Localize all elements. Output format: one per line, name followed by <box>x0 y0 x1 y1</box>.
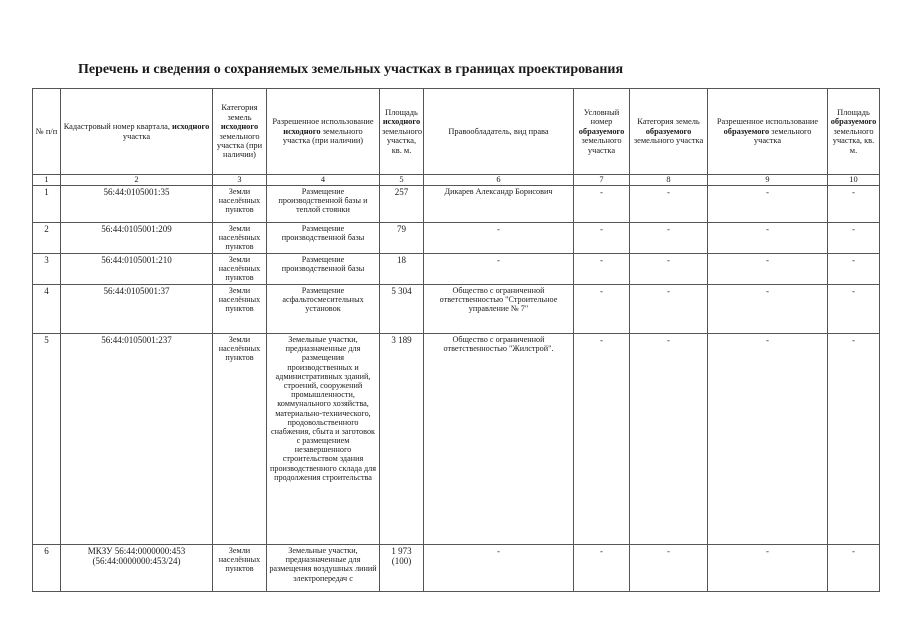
row-index: 4 <box>33 285 61 334</box>
land-category: Земли населённых пунктов <box>213 545 267 592</box>
column-number: 6 <box>424 175 574 186</box>
table-row <box>33 254 880 285</box>
document-title: Перечень и сведения о сохраняемых земельных участках в границах проектирования <box>78 62 624 77</box>
permitted-use: Земельные участки, предназначенные для размещения воздушных линий электропередач с <box>267 545 380 592</box>
plot-area: 3 189 <box>380 334 424 545</box>
new-plot-area: - <box>828 334 880 545</box>
land-category: Земли населённых пунктов <box>213 186 267 223</box>
permitted-use: Размещение асфальтосмесительных установок <box>267 285 380 334</box>
new-plot-number: - <box>574 545 630 592</box>
plot-area: 79 <box>380 223 424 254</box>
row-index: 3 <box>33 254 61 285</box>
new-plot-area: - <box>828 186 880 223</box>
header-cadastral: Кадастровый номер квартала, исходного участка <box>61 89 213 175</box>
new-plot-category: - <box>630 285 708 334</box>
column-number: 3 <box>213 175 267 186</box>
permitted-use: Размещение производственной базы и теплой стоянки <box>267 186 380 223</box>
new-plot-use: - <box>708 545 828 592</box>
new-plot-use: - <box>708 254 828 285</box>
owner: - <box>424 254 574 285</box>
new-plot-use: - <box>708 285 828 334</box>
land-category: Земли населённых пунктов <box>213 285 267 334</box>
permitted-use: Размещение производственной базы <box>267 223 380 254</box>
owner: - <box>424 223 574 254</box>
land-category: Земли населённых пунктов <box>213 254 267 285</box>
new-plot-area: - <box>828 254 880 285</box>
column-number: 10 <box>828 175 880 186</box>
header-category-new: Категория земель образуемого земельного участка <box>630 89 708 175</box>
column-number: 1 <box>33 175 61 186</box>
new-plot-number: - <box>574 285 630 334</box>
permitted-use: Размещение производственной базы <box>267 254 380 285</box>
owner: - <box>424 545 574 592</box>
column-number: 8 <box>630 175 708 186</box>
row-index: 6 <box>33 545 61 592</box>
row-index: 5 <box>33 334 61 545</box>
new-plot-category: - <box>630 223 708 254</box>
new-plot-area: - <box>828 545 880 592</box>
cadastral-number: 56:44:0105001:37 <box>61 285 213 334</box>
new-plot-number: - <box>574 334 630 545</box>
new-plot-area: - <box>828 285 880 334</box>
plot-area: 1 973 (100) <box>380 545 424 592</box>
new-plot-category: - <box>630 254 708 285</box>
table-row <box>33 186 880 223</box>
row-index: 1 <box>33 186 61 223</box>
new-plot-category: - <box>630 186 708 223</box>
new-plot-use: - <box>708 334 828 545</box>
header-number-new: Условный номер образуемого земельного участка <box>574 89 630 175</box>
header-use-source: Разрешенное использование исходного земельного участка (при наличии) <box>267 89 380 175</box>
header-owner: Правообладатель, вид права <box>424 89 574 175</box>
header-use-new: Разрешенное использование образуемого земельного участка <box>708 89 828 175</box>
owner: Общество с ограниченной ответственностью "Строительное управление № 7" <box>424 285 574 334</box>
new-plot-number: - <box>574 223 630 254</box>
header-index: № п/п <box>33 89 61 175</box>
column-number: 5 <box>380 175 424 186</box>
permitted-use: Земельные участки, предназначенные для размещения производственных и административных зданий, строений, сооружений промышленности, коммунального хозяйства, материально-технического, продовольственного снабжения, сбыта и заготовок с размещением незавершенного строительством здания производственного склада для продолжения строительства <box>267 334 380 545</box>
land-category: Земли населённых пунктов <box>213 223 267 254</box>
plot-area: 18 <box>380 254 424 285</box>
cadastral-number: МКЗУ 56:44:0000000:453 (56:44:0000000:453/24) <box>61 545 213 592</box>
new-plot-area: - <box>828 223 880 254</box>
cadastral-number: 56:44:0105001:35 <box>61 186 213 223</box>
table-row <box>33 285 880 334</box>
table-row <box>33 223 880 254</box>
new-plot-category: - <box>630 334 708 545</box>
table-row <box>33 334 880 545</box>
column-number: 7 <box>574 175 630 186</box>
cadastral-number: 56:44:0105001:237 <box>61 334 213 545</box>
cadastral-number: 56:44:0105001:209 <box>61 223 213 254</box>
owner: Дикарев Александр Борисович <box>424 186 574 223</box>
new-plot-number: - <box>574 254 630 285</box>
column-number-row <box>33 175 880 186</box>
plot-area: 257 <box>380 186 424 223</box>
table-header-row <box>33 89 880 175</box>
land-category: Земли населённых пунктов <box>213 334 267 545</box>
new-plot-use: - <box>708 223 828 254</box>
header-category-source: Категория земель исходного земельного участка (при наличии) <box>213 89 267 175</box>
cadastral-number: 56:44:0105001:210 <box>61 254 213 285</box>
owner: Общество с ограниченной ответственностью "Жилстрой". <box>424 334 574 545</box>
plot-area: 5 304 <box>380 285 424 334</box>
table-row <box>33 545 880 592</box>
column-number: 2 <box>61 175 213 186</box>
land-plots-table <box>32 88 880 592</box>
new-plot-use: - <box>708 186 828 223</box>
new-plot-number: - <box>574 186 630 223</box>
row-index: 2 <box>33 223 61 254</box>
column-number: 4 <box>267 175 380 186</box>
new-plot-category: - <box>630 545 708 592</box>
header-area-new: Площадь образуемого земельного участка, кв. м. <box>828 89 880 175</box>
header-area-source: Площадь исходного земельного участка, кв. м. <box>380 89 424 175</box>
column-number: 9 <box>708 175 828 186</box>
